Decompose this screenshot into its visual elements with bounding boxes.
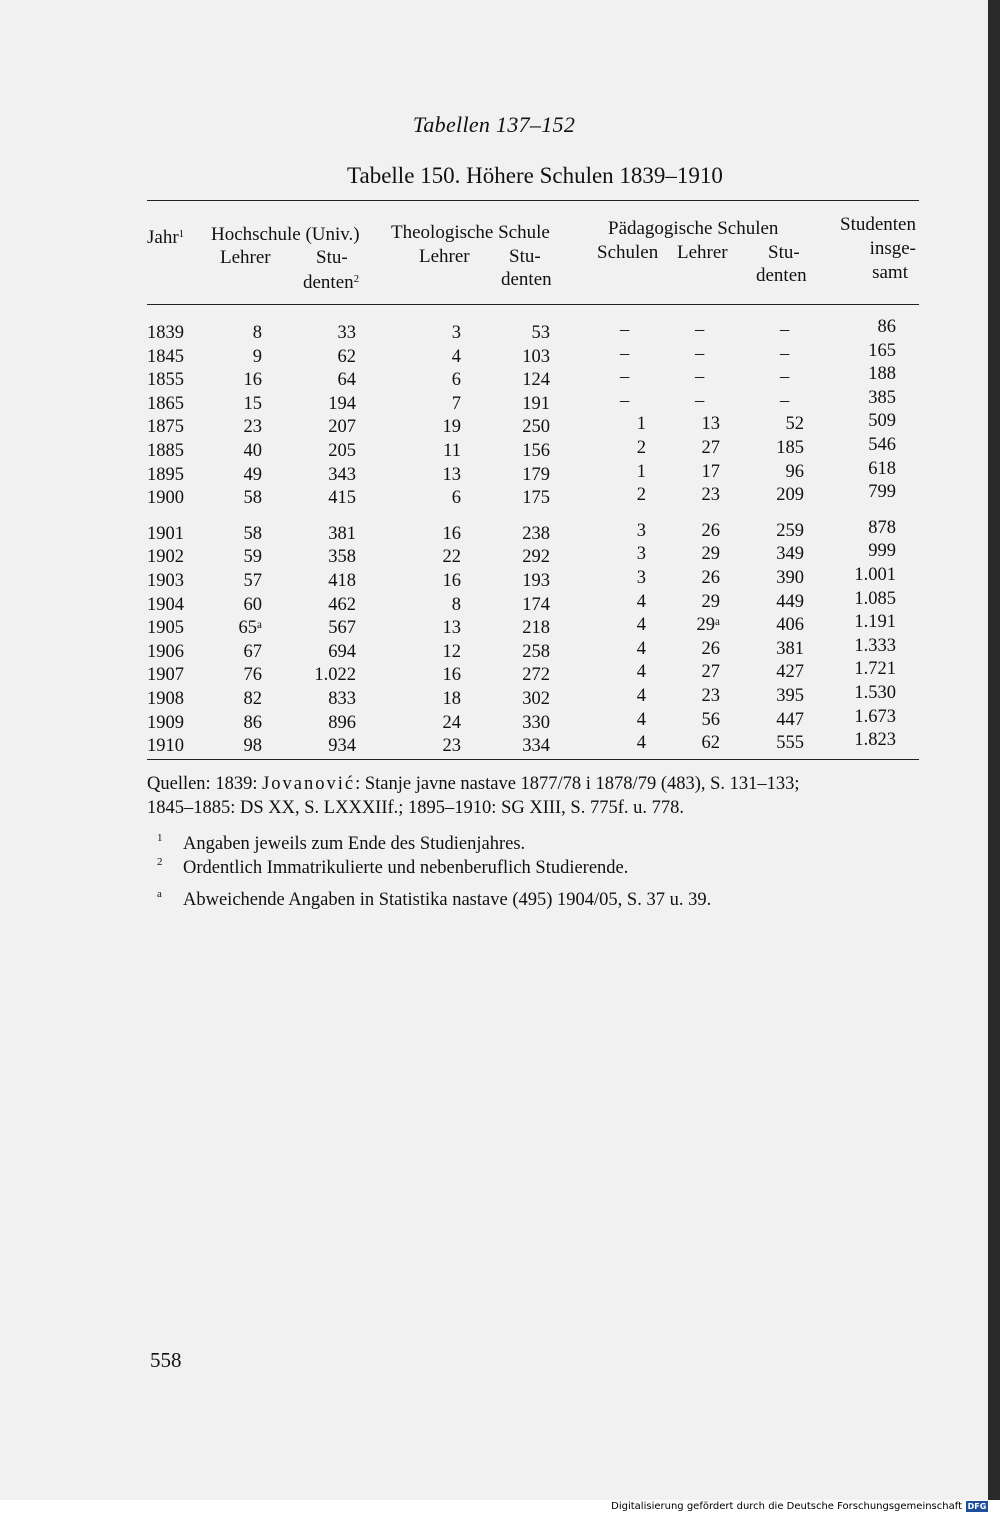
cell-theo-lehrer: 8 <box>451 594 461 615</box>
cell-theo-stud: 156 <box>522 441 550 461</box>
header-paed-denten: denten <box>756 265 807 286</box>
footnote-1-text: Angaben jeweils zum Ende des Studienjahres. <box>183 834 526 854</box>
header-theo-lehrer: Lehrer <box>419 246 470 267</box>
cell-hoch-lehrer: 76 <box>243 665 262 686</box>
cell-paed-stud: 96 <box>785 461 804 482</box>
cell-paed-schulen: 4 <box>636 733 646 754</box>
cell-paed-schulen: 4 <box>636 591 646 612</box>
cell-paed-stud: – <box>780 320 790 340</box>
cell-paed-lehrer: 13 <box>701 414 720 435</box>
cell-year: 1845 <box>147 346 184 367</box>
cell-year: 1885 <box>147 441 184 461</box>
cell-theo-stud: 258 <box>522 641 550 662</box>
cell-total: 1.085 <box>854 588 896 609</box>
cell-year: 1855 <box>147 370 184 391</box>
cell-paed-schulen: 3 <box>636 544 646 565</box>
footnote-2-mark: 2 <box>157 856 163 868</box>
footnote-mark-2: 2 <box>353 273 360 285</box>
cell-paed-schulen: 4 <box>636 709 646 730</box>
cell-paed-lehrer: – <box>695 367 705 388</box>
cell-paed-stud: 427 <box>776 662 804 683</box>
cell-theo-stud: 193 <box>522 571 550 591</box>
cell-theo-stud: 53 <box>531 323 550 343</box>
header-studenten: Studenten <box>840 214 916 235</box>
cell-theo-lehrer: 13 <box>442 618 461 639</box>
cell-paed-lehrer: – <box>695 320 705 340</box>
cell-total: 618 <box>868 458 896 479</box>
page-number: 558 <box>150 1348 182 1372</box>
header-jahr-label: Jahr <box>147 227 179 248</box>
header-paedagogische: Pädagogische Schulen <box>608 218 779 239</box>
cell-hoch-stud: 64 <box>337 370 356 391</box>
cell-hoch-stud: 358 <box>328 547 356 568</box>
sources-prefix: Quellen: 1839: <box>147 774 263 794</box>
footnote-mark-1: 1 <box>178 228 185 240</box>
cell-paed-schulen: 2 <box>636 485 646 506</box>
header-paed-lehrer: Lehrer <box>677 242 728 263</box>
cell-paed-stud: – <box>780 367 790 388</box>
cell-theo-stud: 334 <box>522 736 550 757</box>
cell-hoch-stud: 567 <box>328 618 356 639</box>
cell-total: 509 <box>868 411 896 432</box>
scan-edge <box>988 0 1000 1500</box>
cell-total: 1.823 <box>854 730 896 751</box>
cell-hoch-stud: 194 <box>328 393 356 414</box>
header-hoch-lehrer: Lehrer <box>220 247 271 268</box>
cell-paed-schulen: 3 <box>636 568 646 588</box>
cell-paed-lehrer: 29 <box>701 591 720 612</box>
cell-year: 1905 <box>147 618 184 639</box>
cell-hoch-stud: 418 <box>328 571 356 591</box>
footnote-2-text: Ordentlich Immatrikulierte und nebenberuflich Studierende. <box>183 858 629 878</box>
sources-line2: 1845–1885: DS XX, S. LXXXIIf.; 1895–1910: SG XIII, S. 775f. u. 778. <box>147 798 685 818</box>
cell-paed-schulen: – <box>620 343 630 364</box>
cell-paed-lehrer: – <box>695 343 705 364</box>
cell-paed-lehrer: 62 <box>701 733 720 754</box>
cell-paed-schulen: 4 <box>636 662 646 683</box>
running-head: Tabellen 137–152 <box>412 112 576 137</box>
header-hochschule: Hochschule (Univ.) <box>211 224 360 245</box>
cell-hoch-lehrer: 86 <box>243 712 262 733</box>
table-bottom-rule <box>147 759 919 760</box>
cell-year: 1901 <box>147 523 184 544</box>
cell-theo-stud: 179 <box>522 464 550 485</box>
cell-year: 1900 <box>147 488 184 509</box>
cell-theo-stud: 218 <box>522 618 550 639</box>
cell-total: 165 <box>868 340 896 361</box>
header-hoch-denten-label: denten <box>303 272 354 293</box>
cell-paed-schulen: 1 <box>636 461 646 482</box>
cell-year: 1910 <box>147 736 184 757</box>
cell-paed-lehrer: 23 <box>701 686 720 706</box>
header-theo-stu: Stu- <box>509 246 541 267</box>
cell-theo-lehrer: 23 <box>442 736 461 757</box>
cell-year: 1908 <box>147 689 184 709</box>
cell-year: 1903 <box>147 571 184 591</box>
cell-paed-schulen: 4 <box>636 686 646 706</box>
cell-theo-lehrer: 7 <box>451 393 461 414</box>
cell-total: 999 <box>868 541 896 562</box>
dfg-logo: DFG <box>967 1502 987 1511</box>
cell-paed-stud: – <box>780 343 790 364</box>
cell-paed-lehrer: 17 <box>701 461 720 482</box>
cell-total: 86 <box>877 317 896 337</box>
cell-paed-lehrer: 27 <box>701 438 720 458</box>
cell-paed-lehrer: 26 <box>701 568 720 588</box>
cell-paed-stud: 349 <box>776 544 804 565</box>
cell-total: 1.333 <box>854 635 896 656</box>
cell-paed-stud: 185 <box>776 438 804 458</box>
cell-hoch-lehrer: 9 <box>252 346 262 367</box>
cell-theo-stud: 302 <box>522 689 550 709</box>
cell-theo-stud: 175 <box>522 488 550 509</box>
cell-paed-stud: 381 <box>776 638 804 659</box>
cell-theo-lehrer: 22 <box>442 547 461 568</box>
cell-hoch-stud: 934 <box>328 736 356 757</box>
footnote-1-mark: 1 <box>157 832 163 844</box>
cell-hoch-lehrer: 60 <box>243 594 262 615</box>
cell-paed-schulen: 2 <box>636 438 646 458</box>
sources-author: Jovanović <box>262 774 356 794</box>
cell-hoch-lehrer: 23 <box>243 417 262 438</box>
cell-hoch-lehrer: 15 <box>243 393 262 414</box>
header-bottom-rule <box>147 304 919 305</box>
cell-theo-lehrer: 11 <box>443 441 461 461</box>
cell-theo-lehrer: 16 <box>442 523 461 544</box>
header-insgesamt-1: insge- <box>869 238 916 259</box>
cell-theo-stud: 330 <box>522 712 550 733</box>
cell-hoch-lehrer: 59 <box>243 547 262 568</box>
cell-hoch-lehrer: 58 <box>243 523 262 544</box>
cell-theo-lehrer: 6 <box>451 488 461 509</box>
cell-total: 546 <box>868 435 896 455</box>
cell-paed-lehrer: 56 <box>701 709 720 730</box>
cell-total: 878 <box>868 517 896 538</box>
cell-theo-stud: 191 <box>522 393 550 414</box>
cell-paed-schulen: 1 <box>636 414 646 435</box>
cell-theo-lehrer: 6 <box>451 370 461 391</box>
cell-paed-stud: 395 <box>776 686 804 706</box>
cell-theo-stud: 238 <box>522 523 550 544</box>
cell-theo-lehrer: 18 <box>442 689 461 709</box>
cell-paed-lehrer: 29ᵃ <box>696 615 720 636</box>
cell-hoch-lehrer: 82 <box>243 689 262 709</box>
cell-paed-schulen: – <box>620 320 630 340</box>
cell-hoch-lehrer: 57 <box>243 571 262 591</box>
cell-paed-lehrer: 29 <box>701 544 720 565</box>
cell-paed-stud: 259 <box>776 520 804 541</box>
cell-hoch-stud: 833 <box>328 689 356 709</box>
cell-paed-schulen: – <box>620 390 630 411</box>
cell-total: 1.530 <box>854 683 896 703</box>
cell-total: 1.001 <box>854 565 896 585</box>
cell-theo-stud: 174 <box>522 594 550 615</box>
cell-hoch-stud: 1.022 <box>314 665 356 686</box>
header-paed-stu: Stu- <box>768 242 800 263</box>
cell-hoch-stud: 462 <box>328 594 356 615</box>
cell-total: 799 <box>868 482 896 503</box>
cell-theo-lehrer: 19 <box>442 417 461 438</box>
cell-paed-stud: 390 <box>776 568 804 588</box>
cell-paed-lehrer: – <box>695 390 705 411</box>
cell-theo-stud: 103 <box>522 346 550 367</box>
cell-hoch-stud: 205 <box>328 441 356 461</box>
cell-hoch-stud: 415 <box>328 488 356 509</box>
cell-hoch-lehrer: 98 <box>243 736 262 757</box>
footnote-a-text: Abweichende Angaben in Statistika nastave (495) 1904/05, S. 37 u. 39. <box>183 890 712 910</box>
cell-hoch-stud: 207 <box>328 417 356 438</box>
cell-total: 1.721 <box>854 659 896 680</box>
header-paed-schulen: Schulen <box>597 242 659 263</box>
cell-theo-stud: 292 <box>522 547 550 568</box>
cell-hoch-stud: 896 <box>328 712 356 733</box>
cell-total: 188 <box>868 364 896 385</box>
table-title: Tabelle 150. Höhere Schulen 1839–1910 <box>347 163 723 188</box>
cell-paed-stud: 449 <box>776 591 804 612</box>
dfg-credit: Digitalisierung gefördert durch die Deutsche Forschungsgemeinschaft <box>611 1501 962 1512</box>
cell-theo-stud: 250 <box>522 417 550 438</box>
cell-paed-lehrer: 23 <box>701 485 720 506</box>
cell-hoch-lehrer: 40 <box>243 441 262 461</box>
cell-paed-schulen: 3 <box>636 520 646 541</box>
cell-year: 1865 <box>147 393 184 414</box>
table-top-rule <box>147 200 919 201</box>
cell-hoch-lehrer: 67 <box>243 641 262 662</box>
cell-theo-lehrer: 3 <box>451 323 461 343</box>
cell-theo-stud: 124 <box>522 370 550 391</box>
header-insgesamt-2: samt <box>872 262 908 283</box>
cell-paed-schulen: 4 <box>636 638 646 659</box>
cell-paed-lehrer: 26 <box>701 638 720 659</box>
cell-paed-schulen: 4 <box>636 615 646 636</box>
cell-hoch-stud: 33 <box>337 323 356 343</box>
cell-theo-lehrer: 12 <box>442 641 461 662</box>
cell-hoch-lehrer: 8 <box>252 323 262 343</box>
cell-year: 1875 <box>147 417 184 438</box>
header-theologische: Theologische Schule <box>391 222 550 243</box>
cell-paed-stud: 406 <box>776 615 804 636</box>
cell-year: 1907 <box>147 665 184 686</box>
header-jahr <box>147 226 184 249</box>
cell-total: 1.191 <box>854 612 896 633</box>
cell-theo-lehrer: 4 <box>451 346 461 367</box>
cell-paed-stud: 52 <box>785 414 804 435</box>
cell-year: 1904 <box>147 594 184 615</box>
cell-hoch-stud: 694 <box>328 641 356 662</box>
cell-paed-lehrer: 27 <box>701 662 720 683</box>
cell-hoch-lehrer: 49 <box>243 464 262 485</box>
cell-hoch-lehrer: 65ᵃ <box>238 618 262 639</box>
header-hoch-denten <box>303 271 359 294</box>
cell-paed-stud: 209 <box>776 485 804 506</box>
cell-theo-stud: 272 <box>522 665 550 686</box>
cell-theo-lehrer: 24 <box>442 712 461 733</box>
cell-paed-stud: 555 <box>776 733 804 754</box>
cell-year: 1902 <box>147 547 184 568</box>
cell-hoch-stud: 62 <box>337 346 356 367</box>
header-hoch-stu: Stu- <box>316 247 348 268</box>
cell-total: 385 <box>868 387 896 408</box>
cell-theo-lehrer: 16 <box>442 571 461 591</box>
sources-note <box>147 772 947 820</box>
sources-line1: : Stanje javne nastave 1877/78 i 1878/79 (483), S. 131–133; <box>355 774 800 794</box>
cell-hoch-lehrer: 58 <box>243 488 262 509</box>
cell-paed-schulen: – <box>620 367 630 388</box>
cell-hoch-stud: 381 <box>328 523 356 544</box>
cell-paed-stud: 447 <box>776 709 804 730</box>
cell-year: 1906 <box>147 641 184 662</box>
cell-total: 1.673 <box>854 706 896 727</box>
cell-hoch-lehrer: 16 <box>243 370 262 391</box>
cell-theo-lehrer: 13 <box>442 464 461 485</box>
header-theo-denten: denten <box>501 269 552 290</box>
cell-theo-lehrer: 16 <box>442 665 461 686</box>
cell-year: 1839 <box>147 323 184 343</box>
cell-paed-stud: – <box>780 390 790 411</box>
footnote-a-mark: a <box>157 888 162 900</box>
cell-year: 1895 <box>147 464 184 485</box>
cell-paed-lehrer: 26 <box>701 520 720 541</box>
cell-year: 1909 <box>147 712 184 733</box>
cell-hoch-stud: 343 <box>328 464 356 485</box>
